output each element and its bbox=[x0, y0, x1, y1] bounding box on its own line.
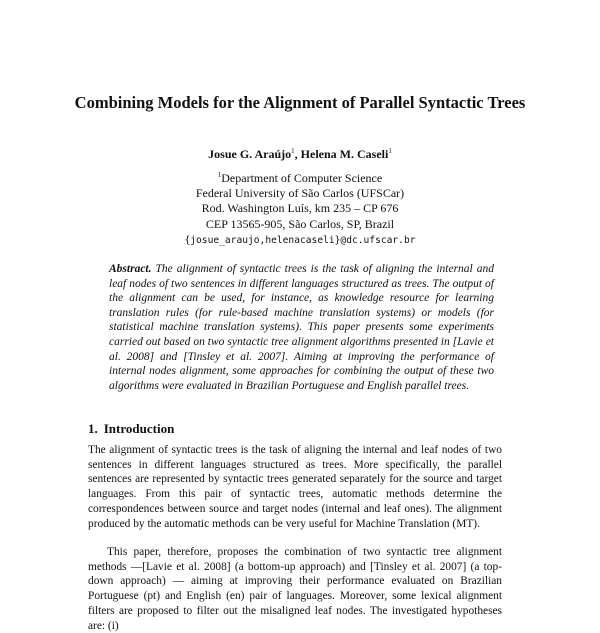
author-name: Helena M. Caseli bbox=[300, 147, 389, 161]
author-affiliation-mark: 1 bbox=[388, 147, 392, 155]
body-paragraph: This paper, therefore, proposes the combination of two syntactic tree alignment methods —[Lavie et al. 2008] (a bottom-up approach) and [Tinsley et al. 2007] (a top-down approach) — aiming at improving their performance evaluated on Brazilian Portuguese (pt) and English (en) pair of languages. Moreover, some lexical alignment filters are proposed to filter out the misaligned leaf nodes. The investigated hypotheses are: (i) bbox=[88, 546, 502, 632]
abstract-label: Abstract. bbox=[109, 263, 152, 275]
section-heading bbox=[88, 421, 174, 437]
affiliation-block bbox=[60, 168, 540, 232]
affiliation-city: CEP 13565-905, São Carlos, SP, Brazil bbox=[205, 216, 395, 231]
section-title: Introduction bbox=[103, 421, 175, 436]
abstract bbox=[109, 262, 494, 393]
section-number: 1. bbox=[88, 421, 98, 436]
author-affiliation-mark: 1 bbox=[291, 147, 295, 155]
author-separator: , bbox=[294, 147, 301, 161]
affiliation-mark: 1 bbox=[217, 171, 222, 179]
paper-title: Combining Models for the Alignment of Parallel Syntactic Trees bbox=[74, 93, 526, 112]
body-paragraph: The alignment of syntactic trees is the task of aligning the internal and leaf nodes of two sentences in different languages structured as trees. More specifically, the parallel sentences are represented by syntactic trees generated separately for the source and target languages. From this pair of syntactic trees, automatic methods determine the correspondences between source and target nodes (internal and leaf ones). The alignment produced by the automatic methods can be very useful for Machine Translation (MT). bbox=[88, 444, 502, 530]
affiliation-university: Federal University of São Carlos (UFSCar) bbox=[195, 186, 405, 201]
author-name: Josue G. Araújo bbox=[208, 147, 292, 161]
author-email: {josue_araujo,helenacaseli}@dc.ufscar.br bbox=[184, 235, 416, 246]
affiliation-department: $^1$Department of Computer Science bbox=[217, 171, 383, 185]
author-list bbox=[60, 143, 540, 162]
affiliation-address: Rod. Washington Luís, km 235 – CP 676 bbox=[201, 201, 399, 216]
abstract-text: The alignment of syntactic trees is the task of aligning the internal and leaf nodes of two sentences in different languages structured as trees. The output of the alignment can be used, for instance, as knowledge resource for learning translation rules (for rule-based machine translation systems) or models (for statistical machine translation systems). This paper presents some experiments carried out based on two syntactic tree alignment algorithms presented in [Lavie et al. 2008] and [Tinsley et al. 2007]. Aiming at improving the performance of internal nodes alignment, some approaches for combining the output of these two algorithms were evaluated in Brazilian Portuguese and English parallel trees. bbox=[109, 263, 495, 392]
